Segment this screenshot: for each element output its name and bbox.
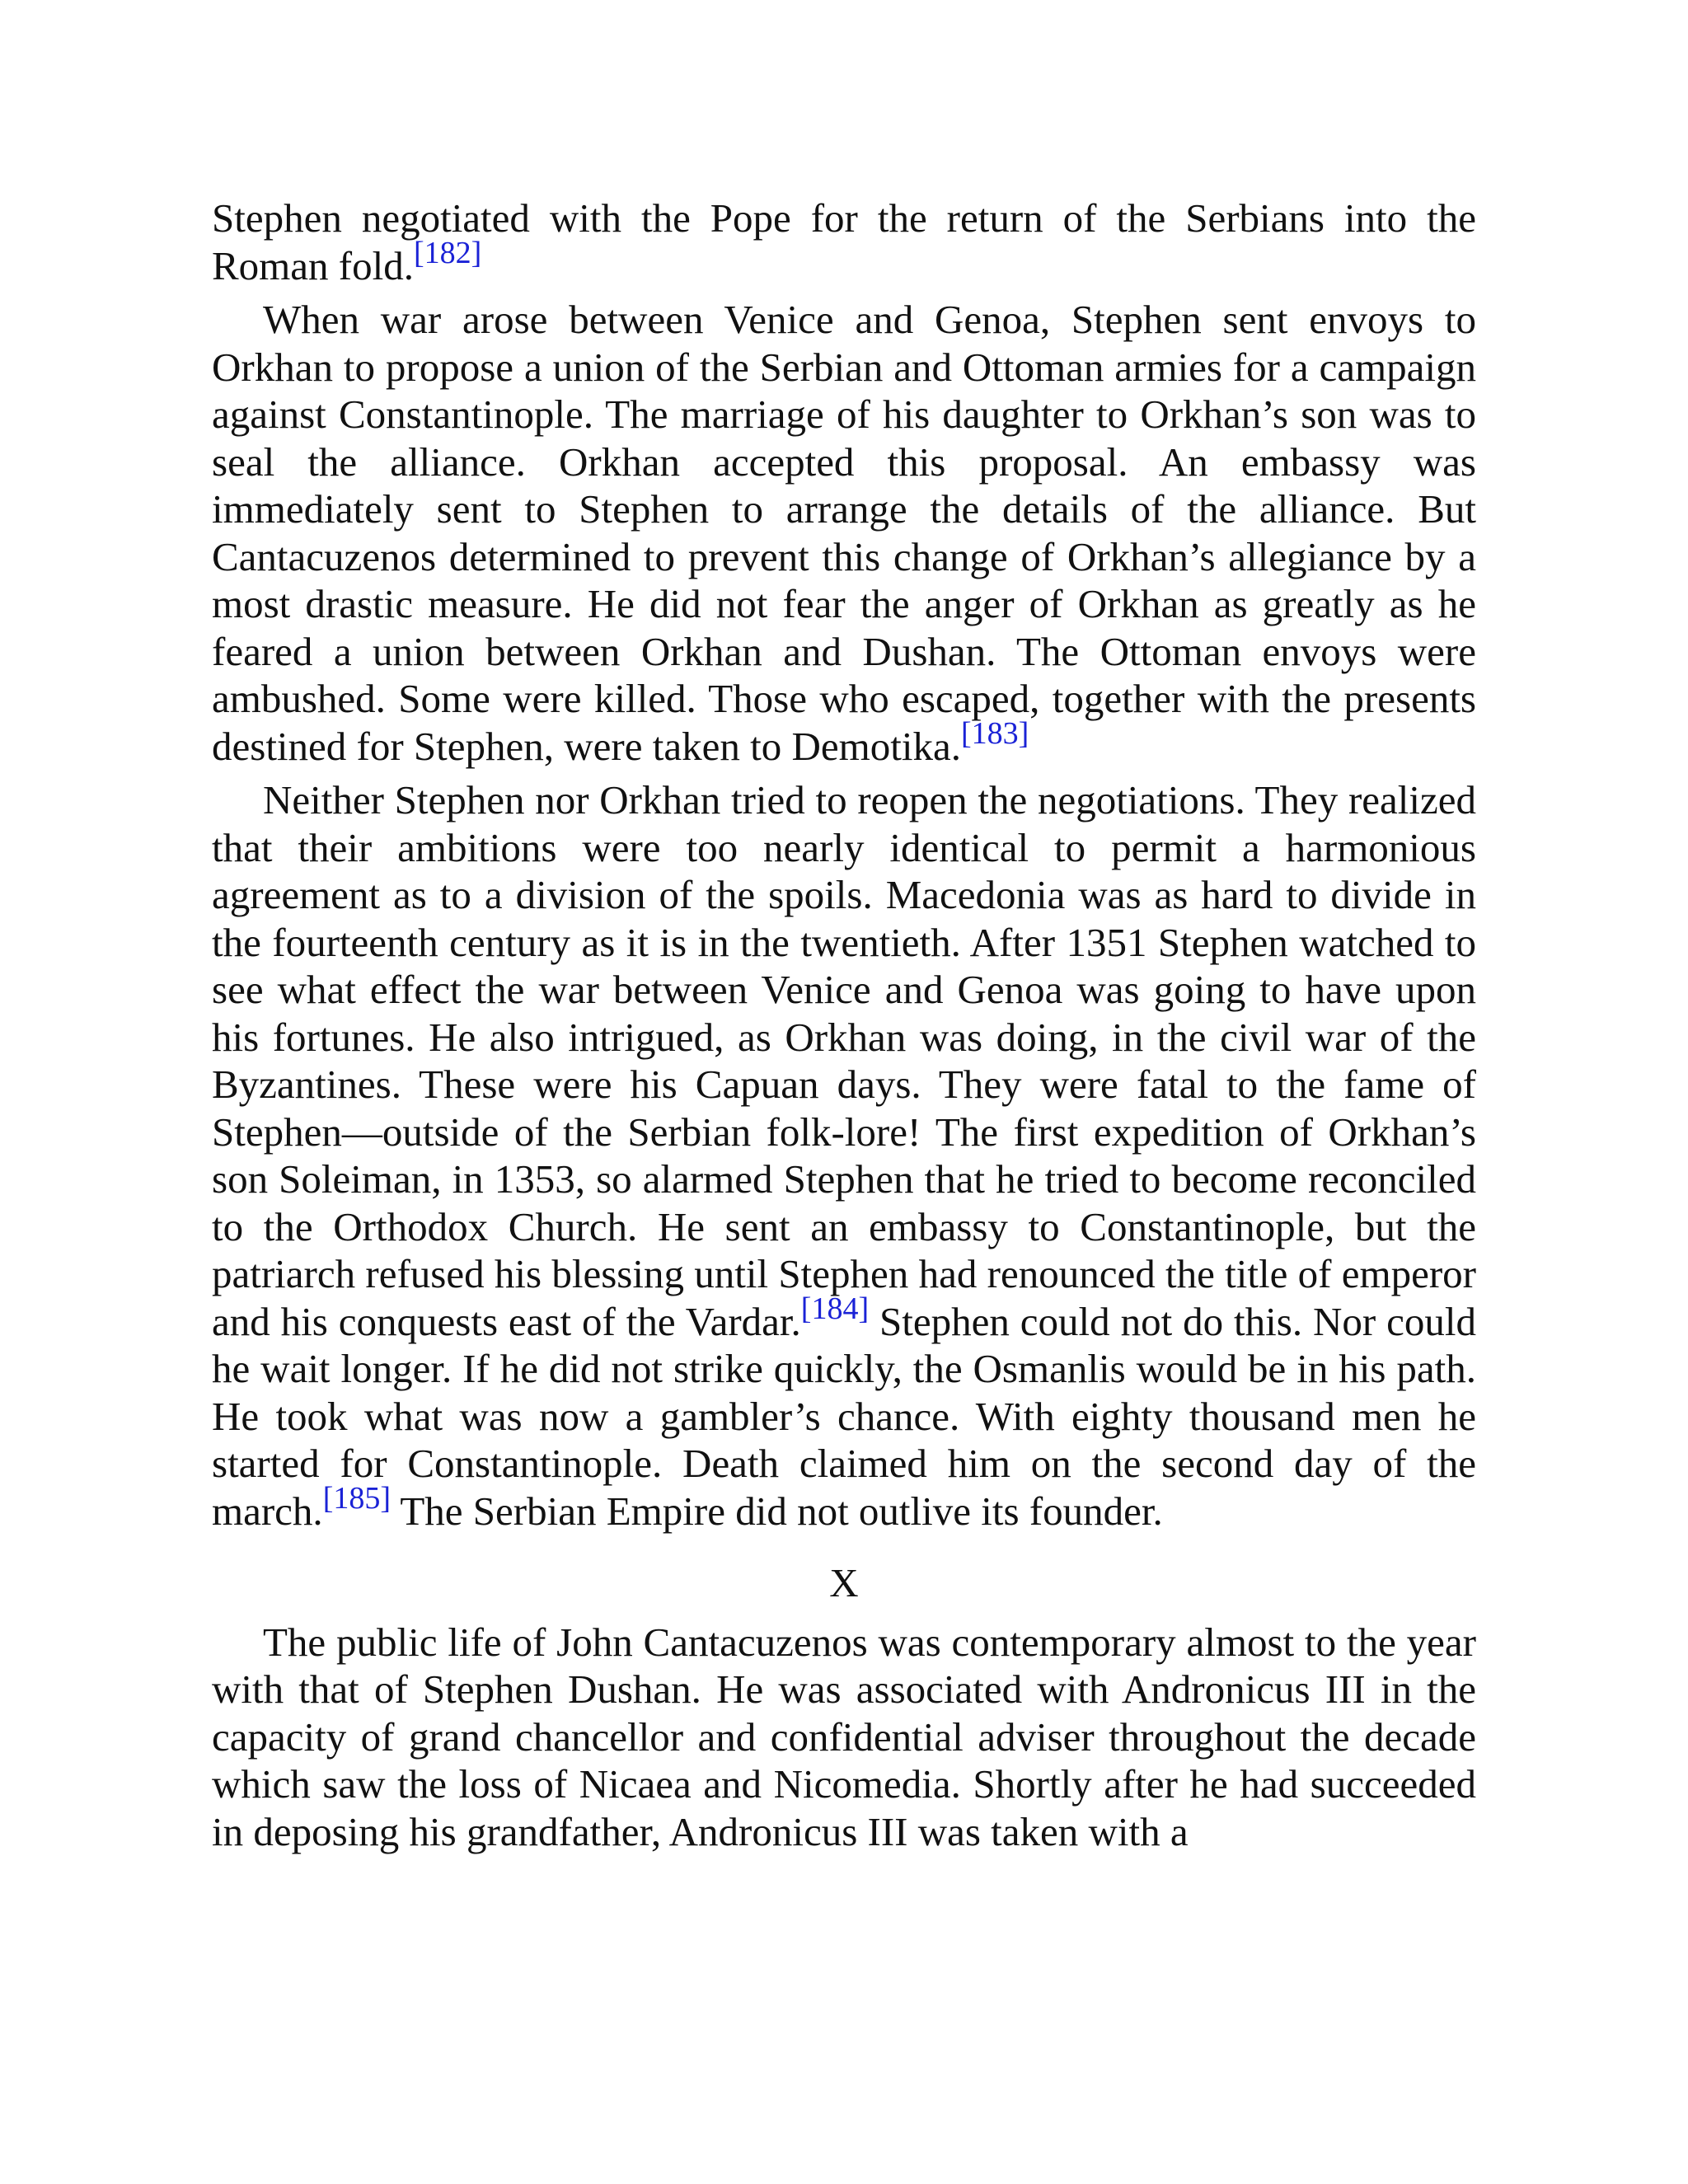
paragraph-2 — [212, 296, 1476, 770]
book-page — [212, 194, 1476, 1855]
paragraph-3 — [212, 776, 1476, 1535]
paragraph-text: The public life of John Cantacuzenos was contemporary almost to the year with that of Stephen Dushan. He was associated with Andronicus III in the capacity of grand chancellor and confidential adviser throughout the decade which saw the loss of Nicaea and Nicomedia. Shortly after he had succeeded in deposing his grandfather, Andronicus III was taken with a — [212, 1619, 1476, 1854]
paragraph-text: Stephen negotiated with the Pope for the return of the Serbians into the Roman fold. — [212, 195, 1476, 288]
section-heading: X — [829, 1560, 859, 1605]
paragraph-1 — [212, 194, 1476, 289]
paragraph-text: When war arose between Venice and Genoa, Stephen sent envoys to Orkhan to propose a union of the Serbian and Ottoman armies for a campaign against Constantinople. The marriage of his daughter to Orkhan’s son was to seal the alliance. Orkhan accepted this proposal. An embassy was immediately sent to Stephen to arrange the details of the alliance. But Cantacuzenos determined to prevent this change of Orkhan’s allegiance by a most drastic measure. He did not fear the anger of Orkhan as greatly as he feared a union between Orkhan and Dushan. The Ottoman envoys were ambushed. Some were killed. Those who escaped, together with the presents destined for Stephen, were taken to Demotika. — [212, 297, 1476, 769]
paragraph-4 — [212, 1619, 1476, 1856]
footnote-link-185[interactable]: [185] — [322, 1480, 391, 1516]
footnote-link-182[interactable]: [182] — [413, 235, 482, 270]
paragraph-text: Neither Stephen nor Orkhan tried to reopen the negotiations. They realized that their ambitions were too nearly identical to permit a harmonious agreement as to a division of the spoils. Macedonia was as hard to divide in the fourteenth century as it is in the twentieth. After 1351 Stephen watched to see what effect the war between Venice and Genoa was going to have upon his fortunes. He also intrigued, as Orkhan was doing, in the civil war of the Byzantines. These were his Capuan days. They were fatal to the fame of Stephen—outside of the Serbian folk-lore! The first expedition of Orkhan’s son Soleiman, in 1353, so alarmed Stephen that he tried to become reconciled to the Orthodox Church. He sent an embassy to Constantinople, but the patriarch refused his blessing until Stephen had renounced the title of emperor and his conquests east of the Vardar. — [212, 777, 1476, 1344]
paragraph-text: Stephen could not do this. Nor could he wait longer. If he did not strike quickly, the Osmanlis would be in his path. He took what was now a gambler’s chance. With eighty thousand men he started for Constantinople. Death claimed him on the second day of the march. — [212, 1298, 1476, 1534]
paragraph-text: The Serbian Empire did not outlive its founder. — [391, 1488, 1163, 1534]
footnote-link-184[interactable]: [184] — [800, 1291, 870, 1326]
footnote-link-183[interactable]: [183] — [960, 715, 1029, 751]
